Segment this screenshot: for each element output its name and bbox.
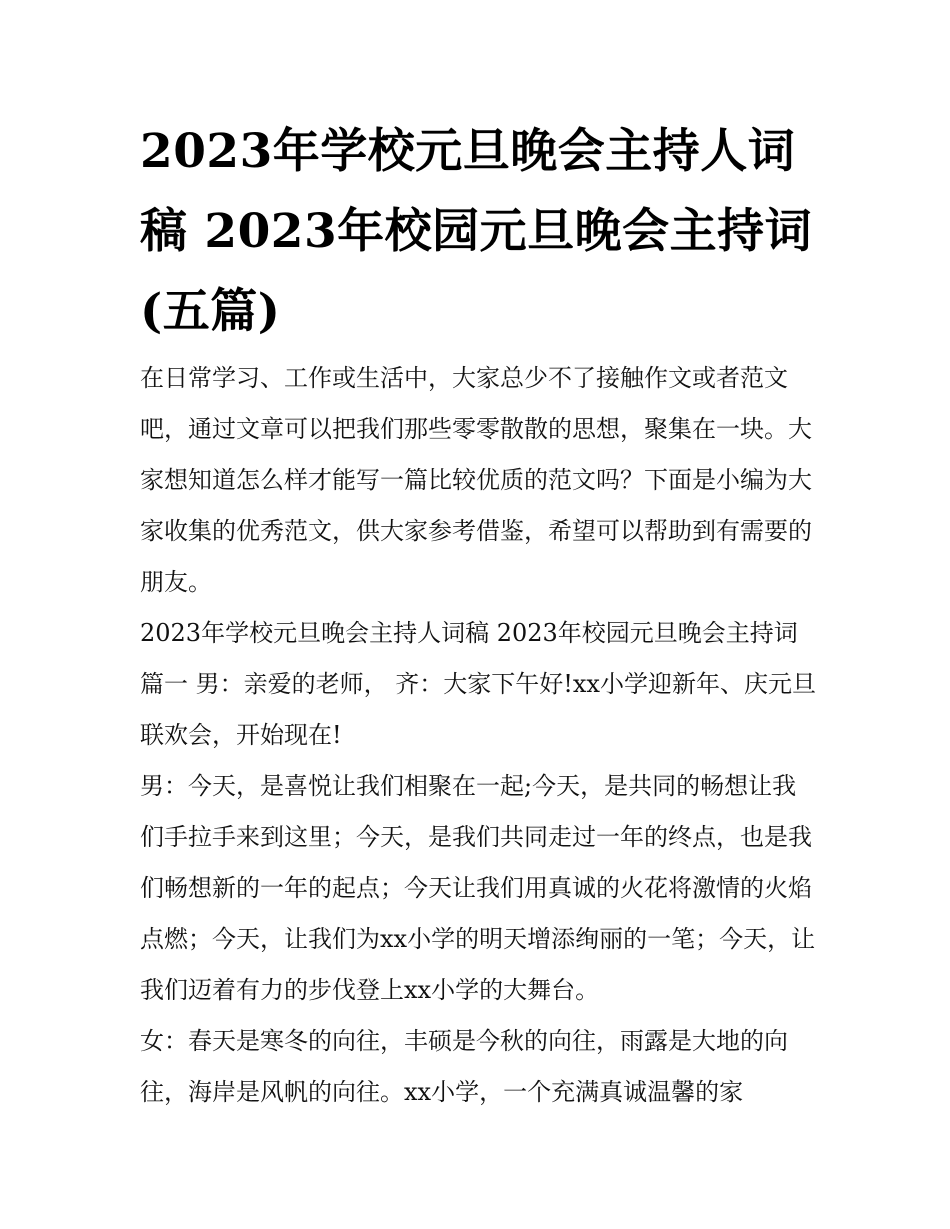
document-title: 2023年学校元旦晚会主持人词稿 2023年校园元旦晚会主持词(五篇)	[140, 124, 813, 339]
section-heading-paragraph: 2023年学校元旦晚会主持人词稿 2023年校园元旦晚会主持词篇一 男：亲爱的老师， 齐：大家下午好!xx小学迎新年、庆元旦联欢会，开始现在!	[140, 619, 816, 749]
female-host-paragraph: 女：春天是寒冬的向往，丰硕是今秋的向往，雨露是大地的向往，海岸是风帆的向往。xx小学，一个充满真诚温馨的家	[140, 1027, 788, 1106]
male-host-paragraph: 男：今天，是喜悦让我们相聚在一起;今天，是共同的畅想让我们手拉手来到这里；今天，是我们共同走过一年的终点，也是我们畅想新的一年的起点；今天让我们用真诚的火花将激情的火焰点燃；今天，让我们为xx小学的明天增添绚丽的一笔；今天，让我们迈着有力的步伐登上xx小学的大舞台。	[140, 772, 816, 1004]
document-body	[140, 353, 820, 1118]
intro-paragraph: 在日常学习、工作或生活中，大家总少不了接触作文或者范文吧，通过文章可以把我们那些零零散散的思想，聚集在一块。大家想知道怎么样才能写一篇比较优质的范文吗？下面是小编为大家收集的优秀范文，供大家参考借鉴，希望可以帮助到有需要的朋友。	[140, 364, 812, 596]
